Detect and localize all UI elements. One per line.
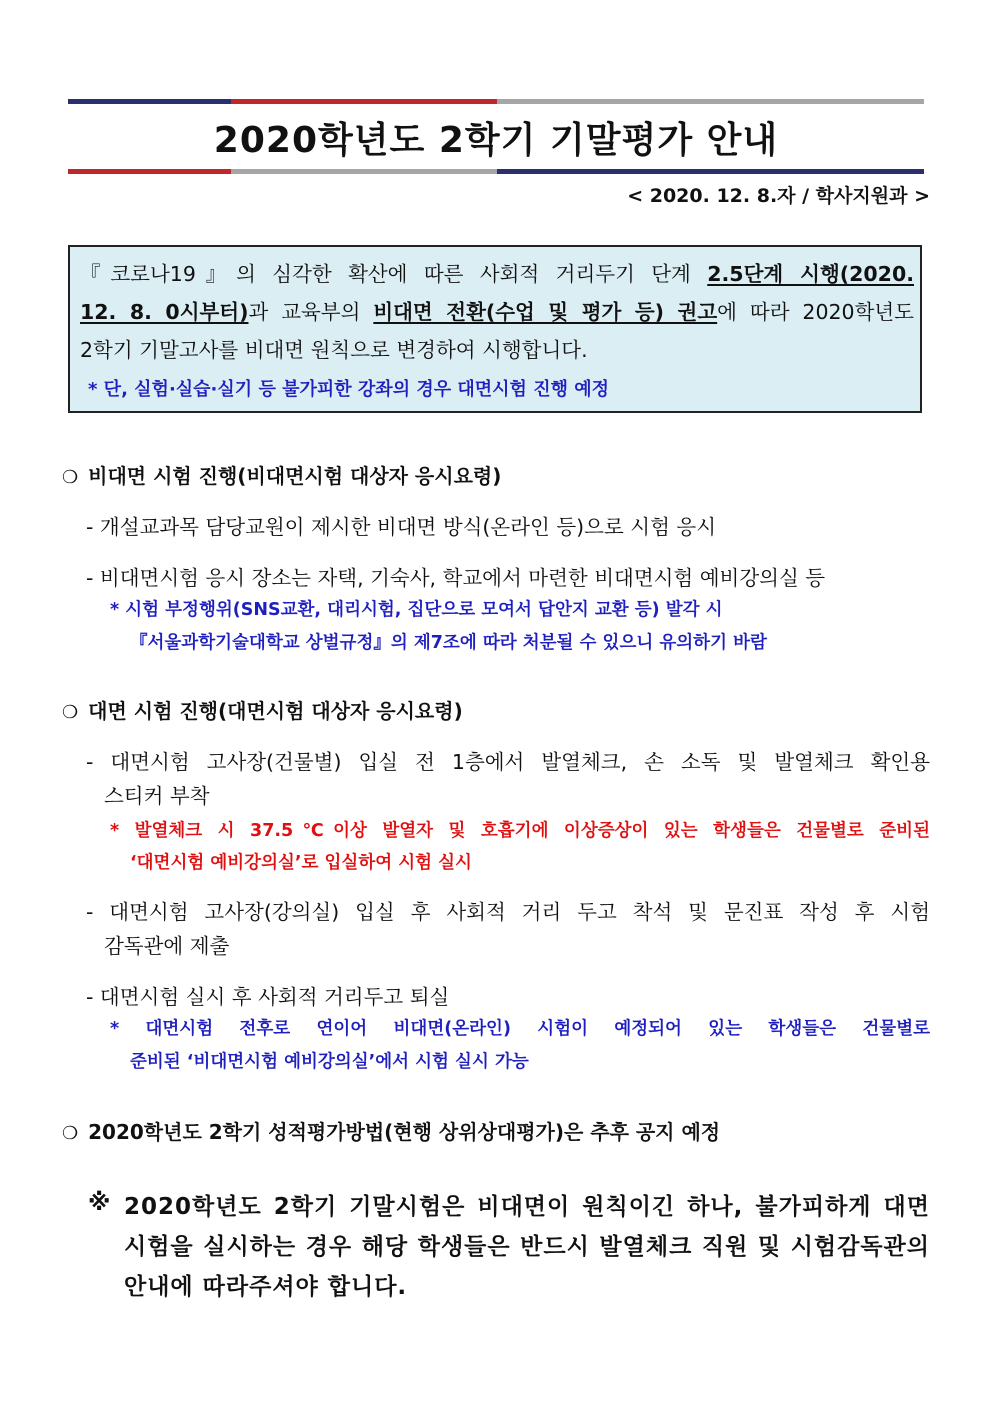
top-rule-red xyxy=(231,99,497,104)
notice-note: * 단, 실험·실습·실기 등 불가피한 강좌의 경우 대면시험 진행 예정 xyxy=(88,379,610,400)
section-1-heading xyxy=(62,460,501,489)
section-2-note-1-line-1: * 발열체크 시 37.5℃이상 발열자 및 호흡기에 이상증상이 있는 학생들은 건물별로 준비된 xyxy=(110,821,930,841)
notice-line-1-text: 『코로나19』의 심각한 확산에 따른 사회적 거리두기 단계 xyxy=(80,262,708,286)
bottom-rule-navy xyxy=(497,169,924,174)
section-2-item-1-line-2: 스티커 부착 xyxy=(104,784,210,808)
final-note-line-2: 시험을 실시하는 경우 해당 학생들은 반드시 발열체크 직원 및 시험감독관의 xyxy=(124,1234,930,1260)
top-rule-gray xyxy=(497,99,924,104)
section-3-heading xyxy=(62,1116,720,1145)
section-2-title: 대면 시험 진행(대면시험 대상자 응시요령) xyxy=(88,699,463,723)
notice-line-1 xyxy=(80,259,914,289)
section-2-item-1-line-1: - 대면시험 고사장(건물별) 입실 전 1층에서 발열체크, 손 소독 및 발열체크 확인용 xyxy=(86,750,930,774)
section-1-title: 비대면 시험 진행(비대면시험 대상자 응시요령) xyxy=(88,464,502,488)
circle-bullet-icon: ❍ xyxy=(62,467,79,488)
notice-line-2-text-a: 과 교육부의 xyxy=(248,300,374,324)
notice-line-3: 2학기 기말고사를 비대면 원칙으로 변경하여 시행합니다. xyxy=(80,338,588,362)
bottom-rule-red xyxy=(68,169,231,174)
section-2-note-1-line-2: ‘대면시험 예비강의실’로 입실하여 시험 실시 xyxy=(130,853,472,873)
circle-bullet-icon: ❍ xyxy=(62,1123,79,1144)
section-2-note-2-line-2: 준비된 ‘비대면시험 예비강의실’에서 시험 실시 가능 xyxy=(130,1052,529,1072)
section-2-item-2-line-2: 감독관에 제출 xyxy=(104,934,230,958)
section-2-item-2-line-1: - 대면시험 고사장(강의실) 입실 후 사회적 거리 두고 착석 및 문진표 작성 후 시험 xyxy=(86,900,930,924)
section-1-item-2: - 비대면시험 응시 장소는 자택, 기숙사, 학교에서 마련한 비대면시험 예비강의실 등 xyxy=(86,566,826,590)
final-note-line-1: 2020학년도 2학기 기말시험은 비대면이 원칙이긴 하나, 불가피하게 대면 xyxy=(124,1194,930,1220)
section-1-note-line-2: 『서울과학기술대학교 상벌규정』의 제7조에 따라 처분될 수 있으니 유의하기 바람 xyxy=(130,633,767,653)
section-2-item-3: - 대면시험 실시 후 사회적 거리두고 퇴실 xyxy=(86,985,450,1009)
section-2-note-2-line-1: * 대면시험 전후로 연이어 비대면(온라인) 시험이 예정되어 있는 학생들은 건물별로 xyxy=(110,1019,930,1039)
section-1-note-line-1: * 시험 부정행위(SNS교환, 대리시험, 집단으로 모여서 답안지 교환 등) 발각 시 xyxy=(110,600,723,620)
notice-line-2 xyxy=(80,297,914,327)
notice-date-highlight: 12. 8. 0시부터) xyxy=(80,300,249,324)
section-3-title: 2020학년도 2학기 성적평가방법(현행 상위상대평가)은 추후 공지 예정 xyxy=(88,1120,721,1144)
date-line: < 2020. 12. 8.자 / 학사지원과 > xyxy=(627,185,930,207)
page-title: 2020학년도 2학기 기말평가 안내 xyxy=(213,120,779,161)
notice-ministry-highlight: 비대면 전환(수업 및 평가 등) 권고 xyxy=(373,300,718,324)
top-rule-navy xyxy=(68,99,231,104)
final-note-line-3: 안내에 따라주셔야 합니다. xyxy=(124,1274,408,1300)
bottom-rule-gray xyxy=(231,169,497,174)
notice-phase-highlight: 2.5단계 시행(2020. xyxy=(707,262,914,286)
circle-bullet-icon: ❍ xyxy=(62,702,79,723)
final-note-mark: ※ xyxy=(88,1190,112,1216)
notice-line-2-text-b: 에 따라 2020학년도 xyxy=(717,300,914,324)
section-1-item-1: - 개설교과목 담당교원이 제시한 비대면 방식(온라인 등)으로 시험 응시 xyxy=(86,515,717,539)
notice-box xyxy=(68,245,922,413)
section-2-heading xyxy=(62,695,463,724)
